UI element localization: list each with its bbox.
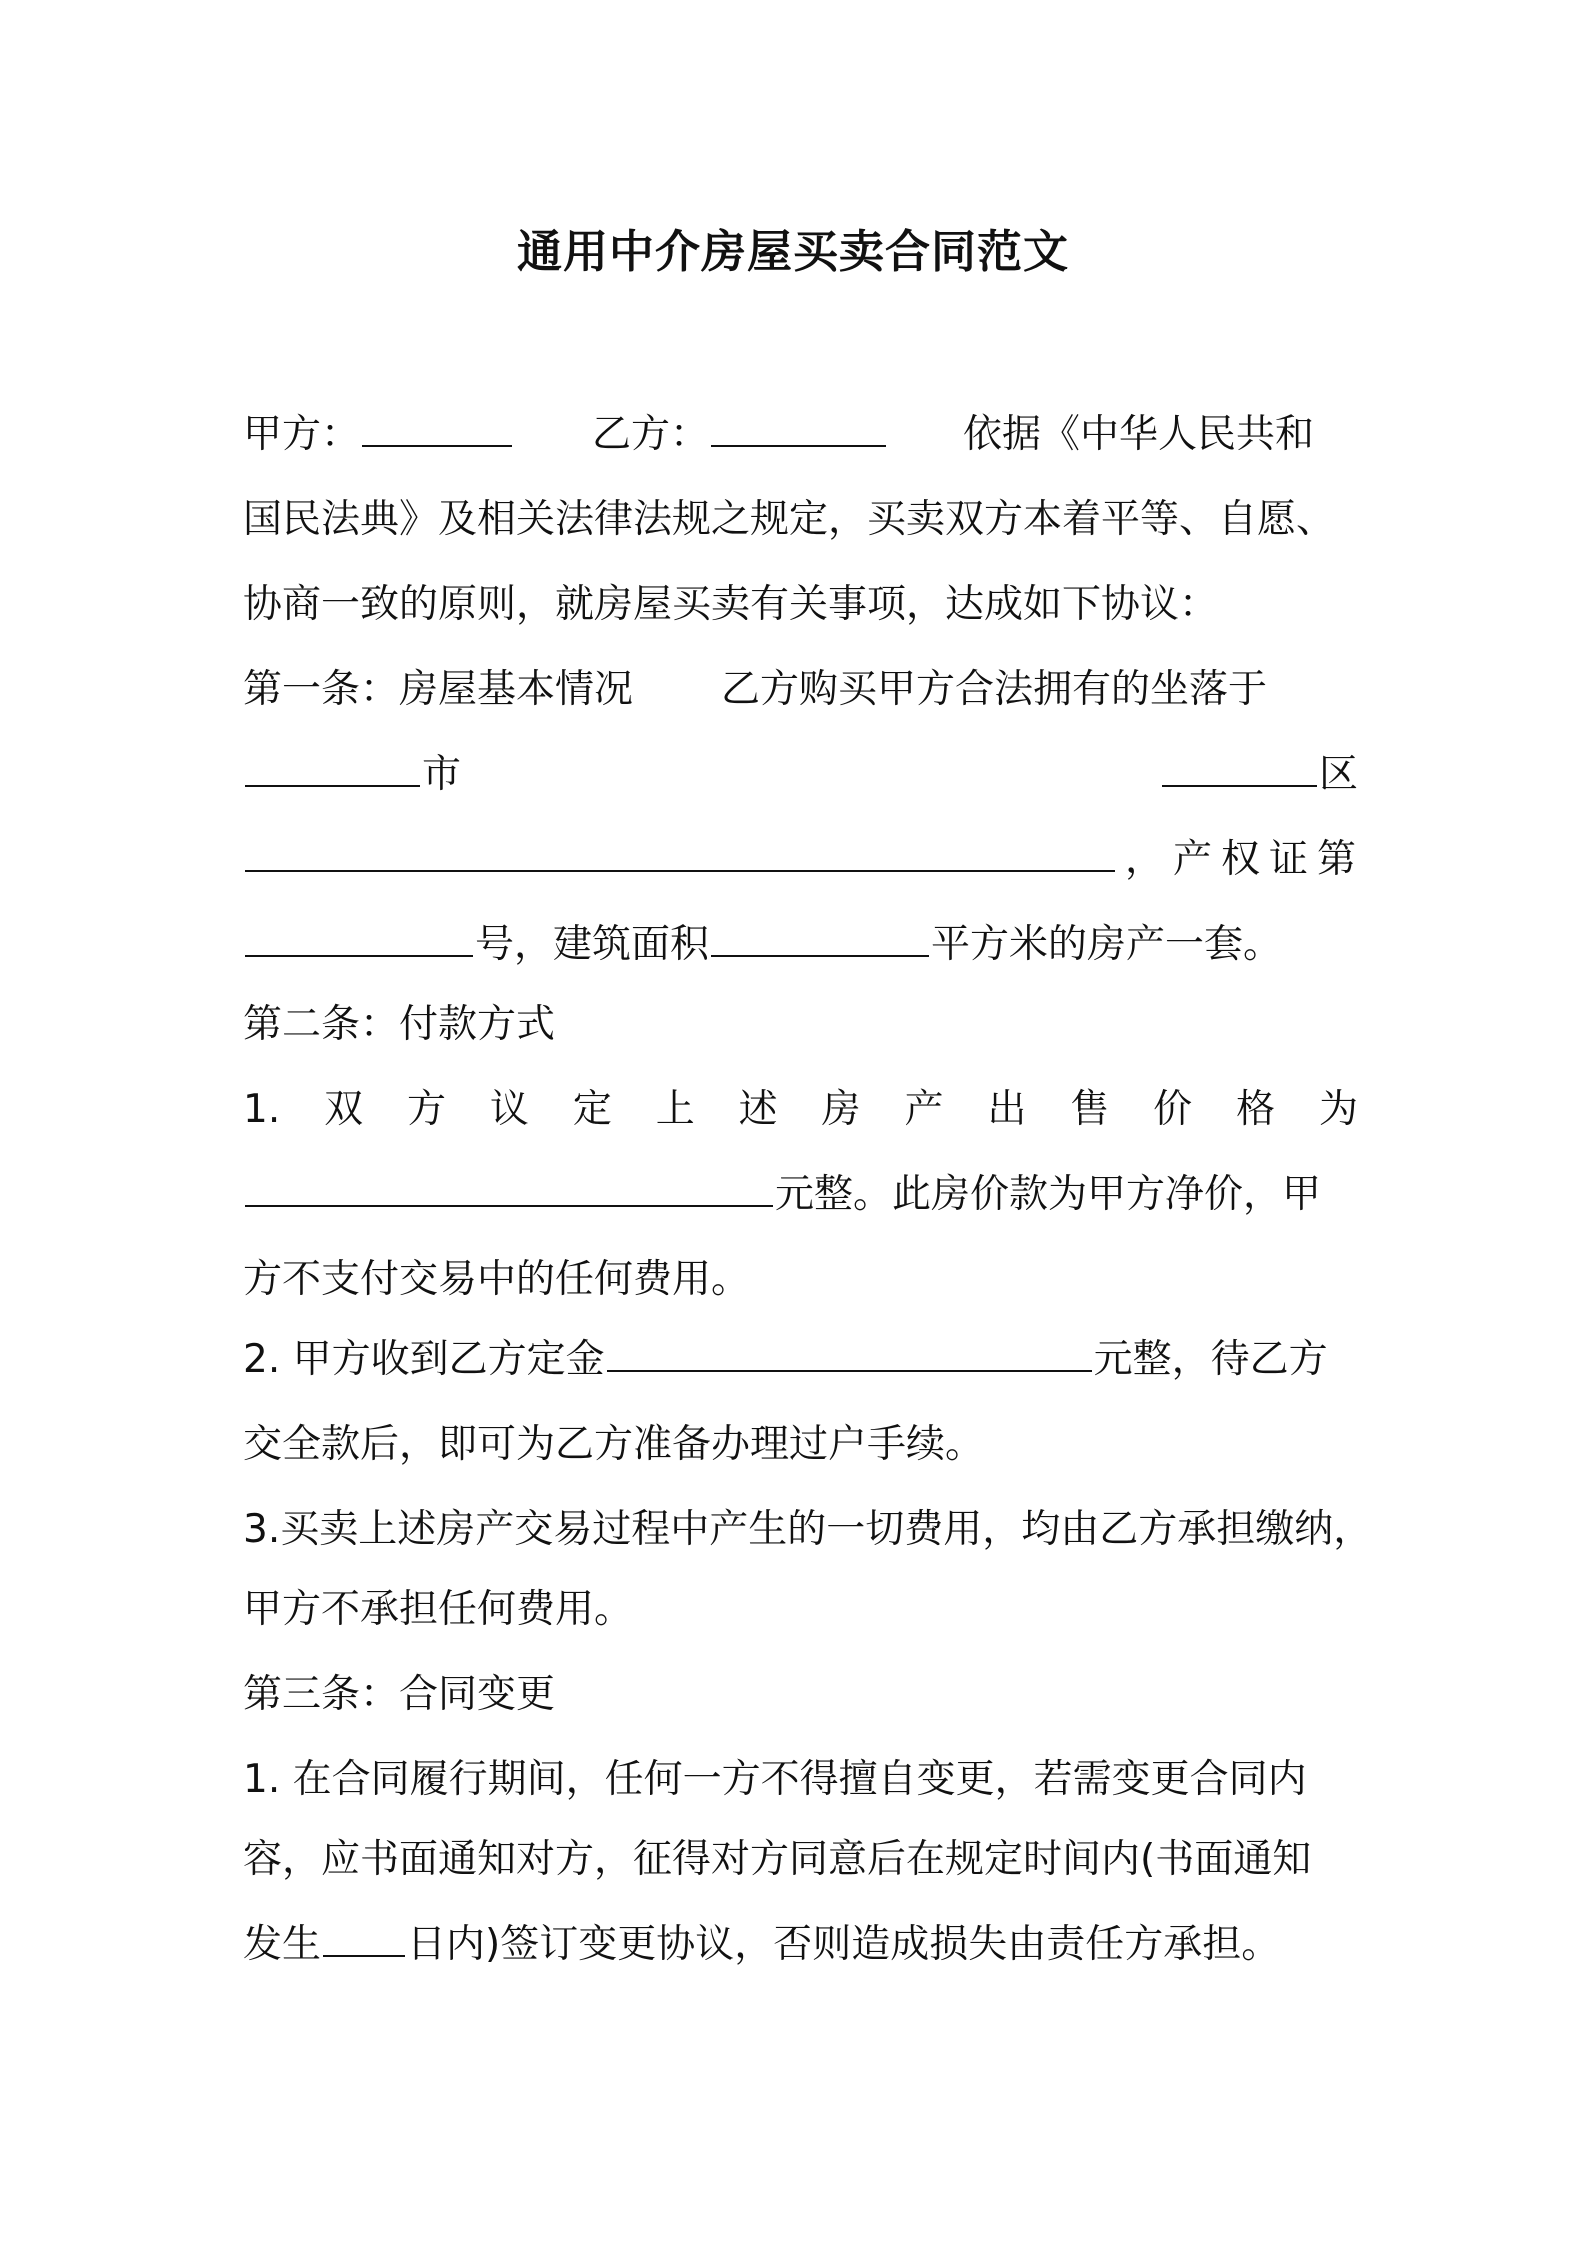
deposit-blank bbox=[607, 1332, 1092, 1372]
deposit-label: 2. 甲方收到乙方定金 bbox=[243, 1337, 605, 1382]
change-prefix: 发生 bbox=[243, 1922, 322, 1967]
char: 方 bbox=[407, 1087, 447, 1132]
document-title: 通用中介房屋买卖合同范文 bbox=[516, 225, 1069, 278]
deposit-text: 元整，待乙方 bbox=[1093, 1337, 1328, 1382]
days-blank bbox=[323, 1917, 405, 1957]
char: 产 bbox=[904, 1087, 944, 1132]
location-line bbox=[243, 745, 1358, 805]
article-three-heading: 第三条：合同变更 bbox=[243, 1672, 556, 1717]
party-b-blank bbox=[711, 407, 886, 447]
change-deadline-line bbox=[243, 1915, 1358, 1975]
char: 上 bbox=[655, 1087, 695, 1132]
char: 议 bbox=[489, 1087, 529, 1132]
char: 为 bbox=[1318, 1087, 1358, 1132]
area-label: 号，建筑面积 bbox=[475, 922, 710, 967]
body-line: 协商一致的原则，就房屋买卖有关事项，达成如下协议： bbox=[243, 582, 1219, 627]
article-one-line bbox=[243, 660, 1358, 720]
article-one-text: 乙方购买甲方合法拥有的坐落于 bbox=[721, 667, 1268, 712]
char: 价 bbox=[1153, 1087, 1193, 1132]
body-line: 3.买卖上述房产交易过程中产生的一切费用，均由乙方承担缴纳， bbox=[243, 1507, 1373, 1552]
price-text: 元整。此房价款为甲方净价，甲 bbox=[775, 1172, 1322, 1217]
parties-line bbox=[243, 405, 1358, 465]
body-line: 甲方不承担任何费用。 bbox=[243, 1587, 634, 1632]
deposit-line bbox=[243, 1330, 1358, 1390]
char: 房 bbox=[821, 1087, 861, 1132]
area-line bbox=[243, 915, 1358, 975]
price-line bbox=[243, 1080, 1358, 1140]
char: 售 bbox=[1070, 1087, 1110, 1132]
city-label: 市 bbox=[422, 752, 462, 797]
price-blank bbox=[245, 1167, 773, 1207]
address-blank bbox=[245, 832, 1115, 872]
district-label: 区 bbox=[1318, 752, 1358, 797]
char: 述 bbox=[738, 1087, 778, 1132]
body-line: 容，应书面通知对方，征得对方同意后在规定时间内(书面通知 bbox=[243, 1837, 1312, 1882]
area-unit: 平方米的房产一套。 bbox=[931, 922, 1283, 967]
char: 双 bbox=[324, 1087, 364, 1132]
district-blank bbox=[1162, 747, 1317, 787]
address-line bbox=[243, 830, 1366, 890]
char: 格 bbox=[1236, 1087, 1276, 1132]
party-a-blank bbox=[362, 407, 512, 447]
price-amount-line bbox=[243, 1165, 1358, 1225]
party-a-label: 甲方： bbox=[243, 412, 361, 457]
char: 出 bbox=[987, 1087, 1027, 1132]
change-text: 日内)签订变更协议，否则造成损失由责任方承担。 bbox=[407, 1922, 1281, 1967]
body-line: 交全款后，即可为乙方准备办理过户手续。 bbox=[243, 1422, 985, 1467]
party-b-label: 乙方： bbox=[592, 412, 710, 457]
certificate-blank bbox=[245, 917, 473, 957]
body-line: 1. 在合同履行期间，任何一方不得擅自变更，若需变更合同内 bbox=[243, 1757, 1307, 1802]
certificate-label: ，产权证第 bbox=[1125, 837, 1366, 882]
item-number: 1. bbox=[243, 1087, 281, 1132]
article-one-heading: 第一条：房屋基本情况 bbox=[243, 667, 634, 712]
city-blank bbox=[245, 747, 420, 787]
char: 定 bbox=[572, 1087, 612, 1132]
body-line: 方不支付交易中的任何费用。 bbox=[243, 1257, 751, 1302]
area-blank bbox=[711, 917, 929, 957]
basis-text: 依据《中华人民共和 bbox=[963, 412, 1315, 457]
article-two-heading: 第二条：付款方式 bbox=[243, 1002, 556, 1047]
body-line: 国民法典》及相关法律法规之规定，买卖双方本着平等、自愿、 bbox=[243, 497, 1336, 542]
